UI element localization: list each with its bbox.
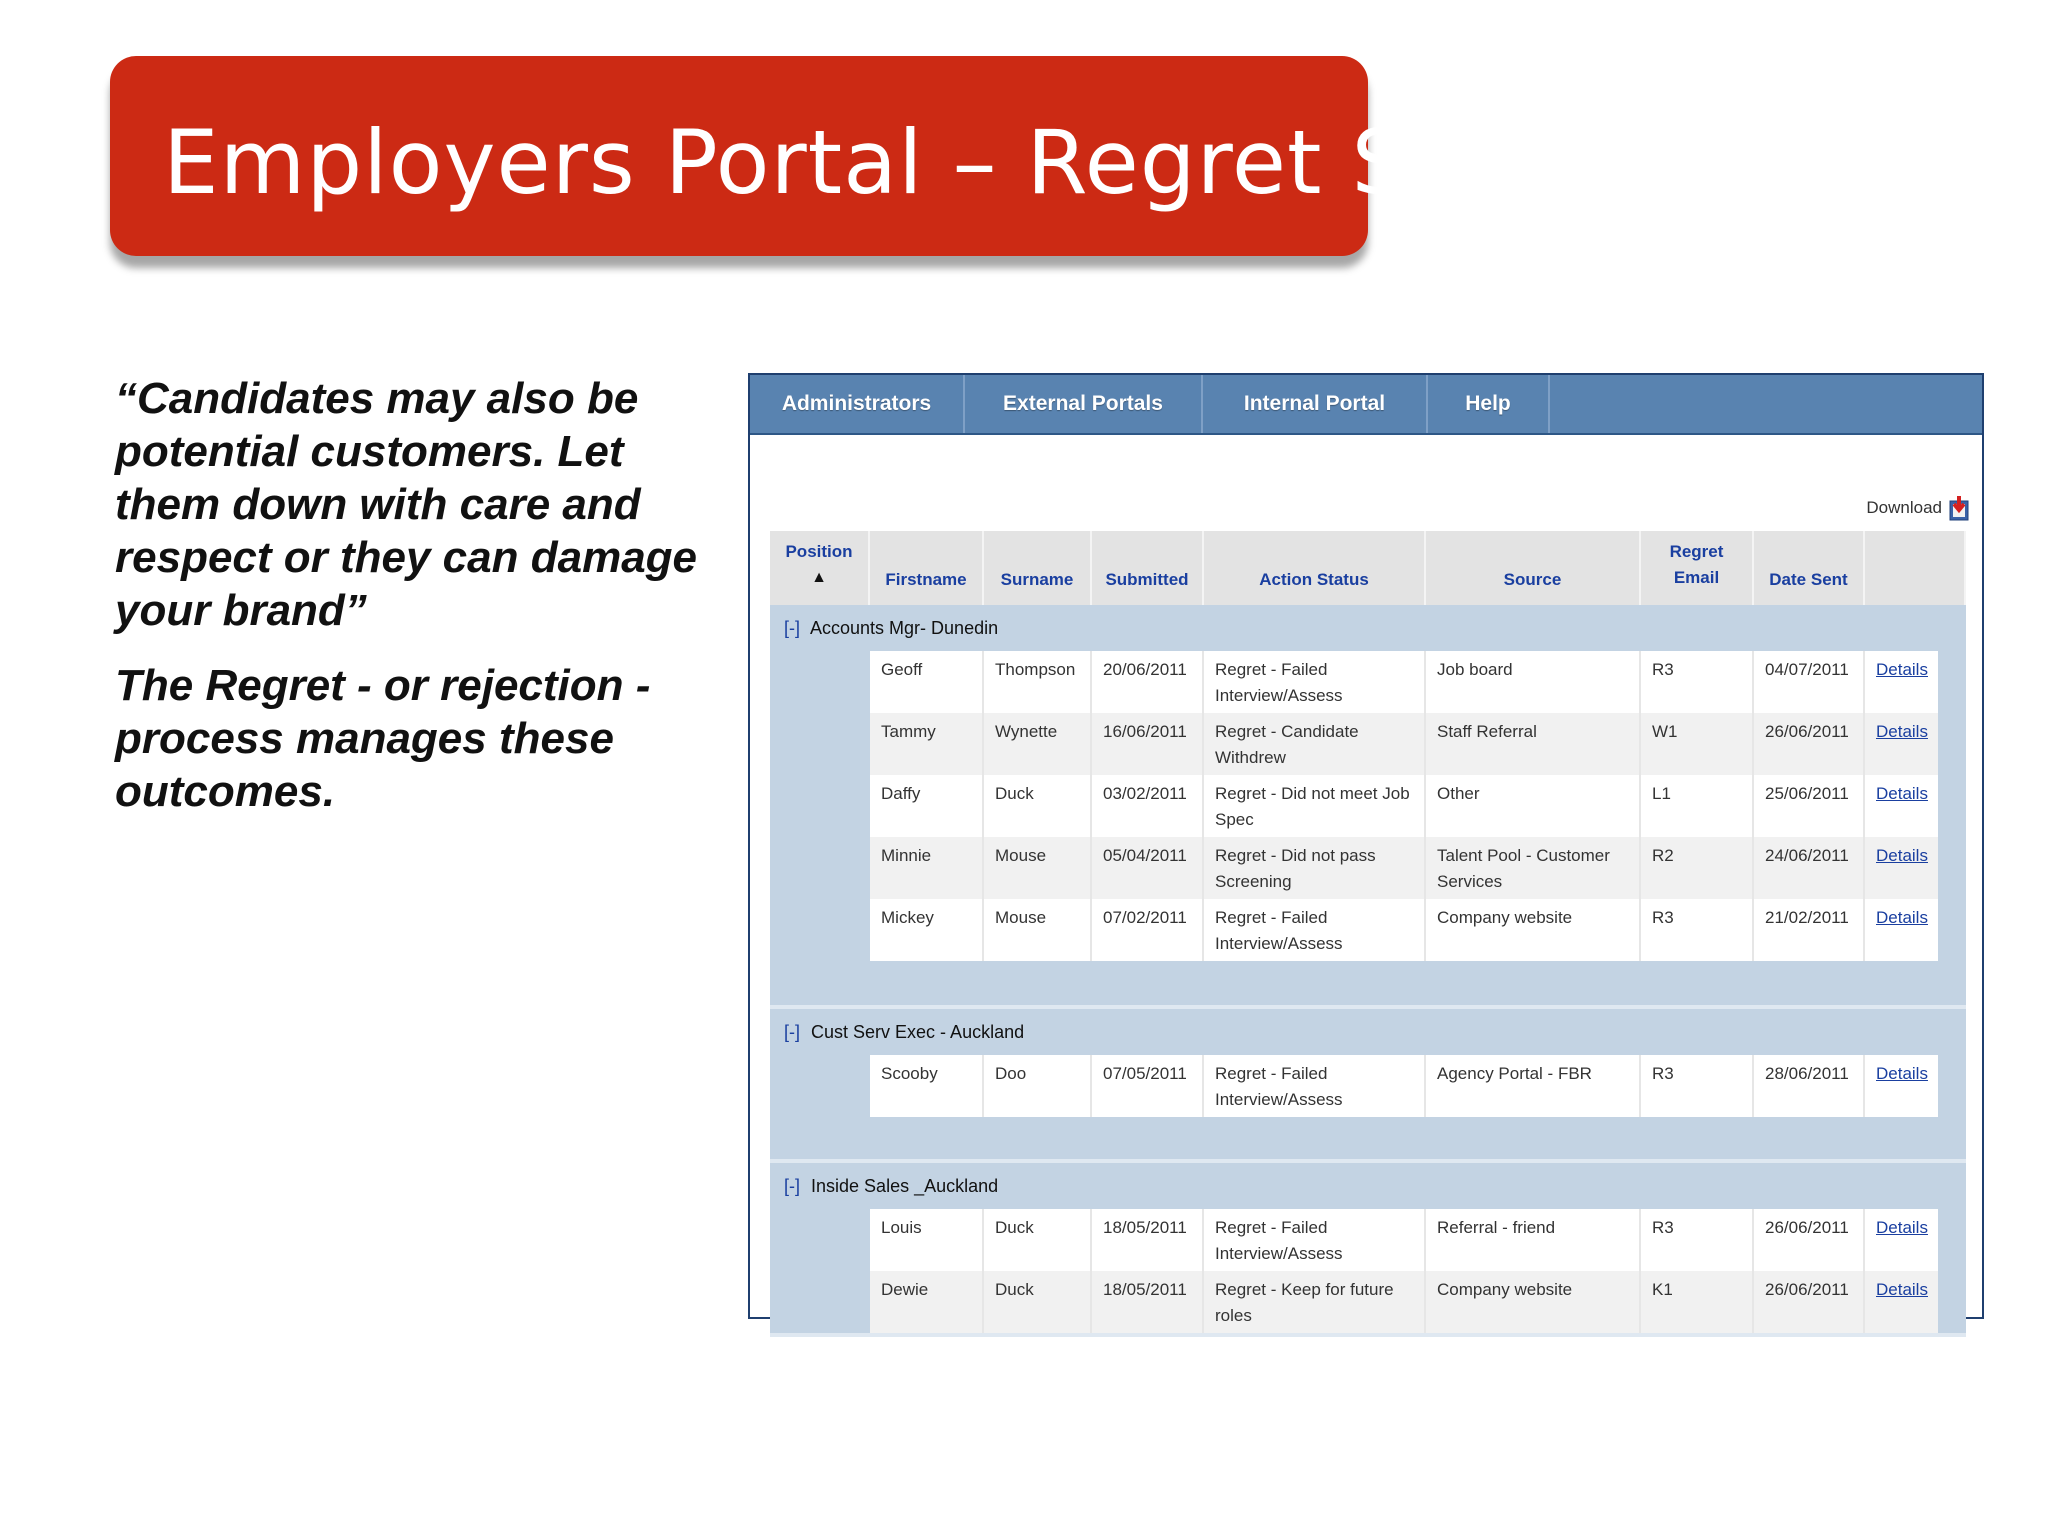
download-label: Download [1866, 498, 1942, 517]
cell-action-status: Regret - Failed Interview/Assess [1204, 1209, 1426, 1271]
cell-submitted: 18/05/2011 [1092, 1271, 1204, 1333]
header-action-status-label[interactable]: Action Status [1259, 570, 1369, 589]
cell-surname: Duck [984, 1271, 1092, 1333]
tab-administrators[interactable]: Administrators [750, 375, 965, 433]
group-spacer [770, 961, 1966, 1005]
cell-surname: Duck [984, 775, 1092, 837]
group-title: Inside Sales _Auckland [811, 1176, 999, 1196]
cell-date-sent: 25/06/2011 [1754, 775, 1865, 837]
cell-action-status: Regret - Failed Interview/Assess [1204, 899, 1426, 961]
table-row [870, 837, 1938, 899]
cell-submitted: 03/02/2011 [1092, 775, 1204, 837]
cell-firstname: Tammy [870, 713, 984, 775]
slide-title: Employers Portal – Regret Stage [163, 111, 1611, 214]
cell-action-status: Regret - Keep for future roles [1204, 1271, 1426, 1333]
sort-ascending-icon: ▲ [811, 569, 827, 586]
cell-regret-email: R2 [1641, 837, 1754, 899]
details-link[interactable]: Details [1876, 722, 1928, 741]
cell-source: Company website [1426, 899, 1641, 961]
header-source[interactable] [1426, 531, 1641, 605]
header-firstname[interactable] [870, 531, 984, 605]
details-link[interactable]: Details [1876, 1280, 1928, 1299]
header-firstname-label[interactable]: Firstname [885, 570, 967, 589]
cell-surname: Wynette [984, 713, 1092, 775]
cell-surname: Duck [984, 1209, 1092, 1271]
cell-regret-email: R3 [1641, 1209, 1754, 1271]
download-icon [1948, 495, 1970, 521]
collapse-toggle[interactable]: [-] [784, 1022, 800, 1042]
cell-date-sent: 04/07/2011 [1754, 651, 1865, 713]
group-title: Accounts Mgr- Dunedin [810, 618, 999, 638]
cell-submitted: 18/05/2011 [1092, 1209, 1204, 1271]
cell-action-status: Regret - Did not meet Job Spec [1204, 775, 1426, 837]
header-regret-email[interactable] [1641, 531, 1754, 605]
cell-surname: Mouse [984, 899, 1092, 961]
header-action-status[interactable] [1204, 531, 1426, 605]
cell-submitted: 07/05/2011 [1092, 1055, 1204, 1117]
cell-firstname: Minnie [870, 837, 984, 899]
cell-firstname: Geoff [870, 651, 984, 713]
header-submitted[interactable] [1092, 531, 1204, 605]
cell-regret-email: L1 [1641, 775, 1754, 837]
position-group [770, 605, 1966, 1009]
cell-firstname: Mickey [870, 899, 984, 961]
cell-submitted: 05/04/2011 [1092, 837, 1204, 899]
cell-submitted: 16/06/2011 [1092, 713, 1204, 775]
cell-submitted: 20/06/2011 [1092, 651, 1204, 713]
cell-regret-email: R3 [1641, 1055, 1754, 1117]
cell-date-sent: 28/06/2011 [1754, 1055, 1865, 1117]
table-row [870, 1055, 1938, 1117]
header-surname[interactable] [984, 531, 1092, 605]
table-row [870, 713, 1938, 775]
group-spacer [770, 1117, 1966, 1159]
quote-block [115, 372, 715, 840]
cell-regret-email: R3 [1641, 651, 1754, 713]
position-group [770, 1009, 1966, 1163]
table-row [870, 1271, 1938, 1333]
quote-paragraph-1: “Candidates may also be potential customers. Let them down with care and respect or they can damage your brand” [115, 374, 698, 635]
cell-surname: Thompson [984, 651, 1092, 713]
details-link[interactable]: Details [1876, 784, 1928, 803]
table-row [870, 775, 1938, 837]
details-link[interactable]: Details [1876, 660, 1928, 679]
cell-source: Staff Referral [1426, 713, 1641, 775]
cell-date-sent: 26/06/2011 [1754, 713, 1865, 775]
cell-submitted: 07/02/2011 [1092, 899, 1204, 961]
cell-source: Agency Portal - FBR [1426, 1055, 1641, 1117]
tab-help[interactable]: Help [1428, 375, 1550, 433]
cell-action-status: Regret - Failed Interview/Assess [1204, 651, 1426, 713]
cell-source: Company website [1426, 1271, 1641, 1333]
cell-firstname: Scooby [870, 1055, 984, 1117]
header-submitted-label[interactable]: Submitted [1105, 570, 1189, 589]
group-title: Cust Serv Exec - Auckland [811, 1022, 1025, 1042]
position-group [770, 1163, 1966, 1337]
group-header [770, 1163, 1966, 1209]
cell-date-sent: 24/06/2011 [1754, 837, 1865, 899]
cell-firstname: Louis [870, 1209, 984, 1271]
details-link[interactable]: Details [1876, 1064, 1928, 1083]
collapse-toggle[interactable]: [-] [784, 1176, 800, 1196]
header-position[interactable] [770, 531, 870, 605]
table-row [870, 651, 1938, 713]
table-row [870, 899, 1938, 961]
cell-date-sent: 26/06/2011 [1754, 1209, 1865, 1271]
details-link[interactable]: Details [1876, 908, 1928, 927]
header-details [1865, 531, 1966, 605]
cell-regret-email: K1 [1641, 1271, 1754, 1333]
cell-source: Referral - friend [1426, 1209, 1641, 1271]
group-header [770, 1009, 1966, 1055]
header-source-label[interactable]: Source [1503, 570, 1562, 589]
header-date-sent[interactable] [1754, 531, 1865, 605]
cell-action-status: Regret - Did not pass Screening [1204, 837, 1426, 899]
group-header [770, 605, 1966, 651]
cell-regret-email: W1 [1641, 713, 1754, 775]
cell-firstname: Dewie [870, 1271, 984, 1333]
header-surname-label[interactable]: Surname [1000, 570, 1074, 589]
table-row [870, 1209, 1938, 1271]
navbar-filler [1550, 375, 1982, 433]
header-email-label[interactable]: Email [1673, 568, 1720, 587]
header-regret-label[interactable]: Regret [1669, 542, 1724, 561]
cell-action-status: Regret - Failed Interview/Assess [1204, 1055, 1426, 1117]
cell-date-sent: 26/06/2011 [1754, 1271, 1865, 1333]
cell-action-status: Regret - Candidate Withdrew [1204, 713, 1426, 775]
candidate-table [770, 531, 1966, 1337]
cell-source: Other [1426, 775, 1641, 837]
title-banner [110, 56, 1611, 256]
cell-regret-email: R3 [1641, 899, 1754, 961]
quote-paragraph-2: The Regret - or rejection - process manages these outcomes. [115, 661, 651, 816]
cell-source: Talent Pool - Customer Services [1426, 837, 1641, 899]
cell-surname: Doo [984, 1055, 1092, 1117]
download-button[interactable] [1866, 495, 1970, 521]
tab-internal-portal[interactable]: Internal Portal [1203, 375, 1428, 433]
cell-date-sent: 21/02/2011 [1754, 899, 1865, 961]
top-navbar [750, 375, 1982, 435]
details-link[interactable]: Details [1876, 1218, 1928, 1237]
details-link[interactable]: Details [1876, 846, 1928, 865]
header-date-sent-label[interactable]: Date Sent [1769, 570, 1848, 589]
table-header [770, 531, 1966, 605]
cell-firstname: Daffy [870, 775, 984, 837]
portal-screenshot [748, 373, 1984, 1325]
tab-external-portals[interactable]: External Portals [965, 375, 1203, 433]
cell-source: Job board [1426, 651, 1641, 713]
collapse-toggle[interactable]: [-] [784, 618, 800, 638]
header-position-label[interactable]: Position [785, 542, 853, 561]
cell-surname: Mouse [984, 837, 1092, 899]
